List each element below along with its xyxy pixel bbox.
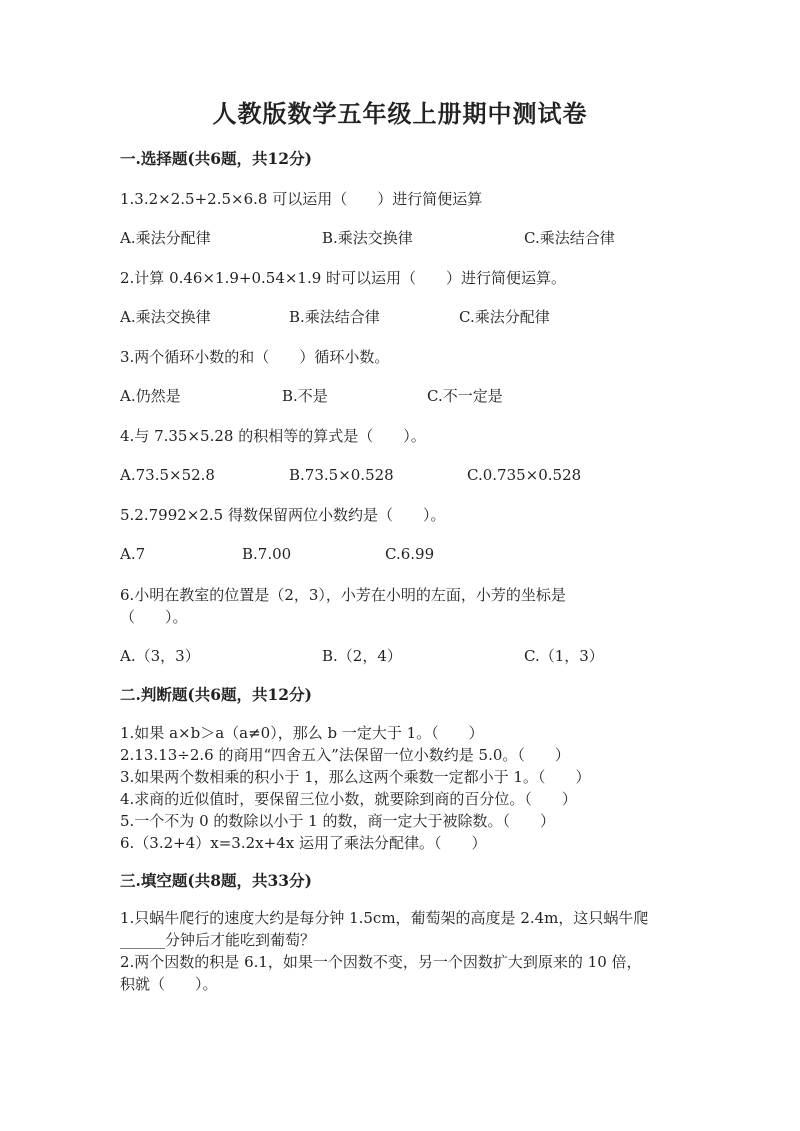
question-text: 6.小明在教室的位置是（2，3），小芳在小明的左面，小芳的坐标是 [120,586,566,604]
option-a: A.（3，3） [120,647,200,665]
question-text: 2.计算 0.46×1.9+0.54×1.9 时可以运用（ ）进行简便运算。 [120,269,567,287]
option-a: A.乘法交换律 [120,308,211,326]
section-heading-fill: 三.填空题(共8题，共33分) [120,871,312,890]
option-a: A.仍然是 [120,387,181,405]
judge-item: 4.求商的近似值时，要保留三位小数，就要除到商的百分位。（ ） [120,790,577,808]
option-c: C.6.99 [385,545,435,563]
judge-item: 3.如果两个数相乘的积小于 1，那么这两个乘数一定都小于 1。（ ） [120,768,591,786]
question-text: 3.两个循环小数的和（ ）循环小数。 [120,348,390,366]
question-text: 5.2.7992×2.5 得数保留两位小数约是（ ）。 [120,506,446,524]
option-b: B.乘法交换律 [322,229,413,247]
option-a: A.73.5×52.8 [120,466,215,484]
option-b: B.7.00 [242,545,292,563]
option-c: C.（1，3） [524,647,604,665]
fill-item: 2.两个因数的积是 6.1，如果一个因数不变，另一个因数扩大到原来的 10 倍， [120,953,642,971]
option-b: B.（2，4） [322,647,402,665]
section-heading-judge: 二.判断题(共6题，共12分) [120,685,312,704]
option-a: A.乘法分配律 [120,229,211,247]
question-text-continued: （ ）。 [120,608,188,626]
option-c: C.0.735×0.528 [467,466,582,484]
question-text: 4.与 7.35×5.28 的积相等的算式是（ ）。 [120,427,426,445]
judge-item: 6.（3.2+4）x=3.2x+4x 运用了乘法分配律。（ ） [120,834,487,852]
option-c: C.不一定是 [427,387,503,405]
option-b: B.73.5×0.528 [289,466,394,484]
judge-item: 1.如果 a×b＞a（a≠0），那么 b 一定大于 1。（ ） [120,724,484,742]
fill-item: 1.只蜗牛爬行的速度大约是每分钟 1.5cm，葡萄架的高度是 2.4m，这只蜗牛爬 [120,909,649,927]
fill-item-continued: 积就（ ）。 [120,975,218,993]
option-b: B.乘法结合律 [289,308,380,326]
judge-item: 2.13.13÷2.6 的商用“四舍五入”法保留一位小数约是 5.0。（ ） [120,746,570,764]
judge-item: 5.一个不为 0 的数除以小于 1 的数，商一定大于被除数。（ ） [120,812,555,830]
section-heading-choice: 一.选择题(共6题，共12分) [120,149,312,168]
option-a: A.7 [120,545,146,563]
option-b: B.不是 [282,387,328,405]
exam-title: 人教版数学五年级上册期中测试卷 [212,99,588,128]
question-text: 1.3.2×2.5+2.5×6.8 可以运用（ ）进行简便运算 [120,190,483,208]
option-c: C.乘法分配律 [459,308,550,326]
option-c: C.乘法结合律 [524,229,615,247]
fill-item-continued: ______分钟后才能吃到葡萄？ [120,931,316,949]
